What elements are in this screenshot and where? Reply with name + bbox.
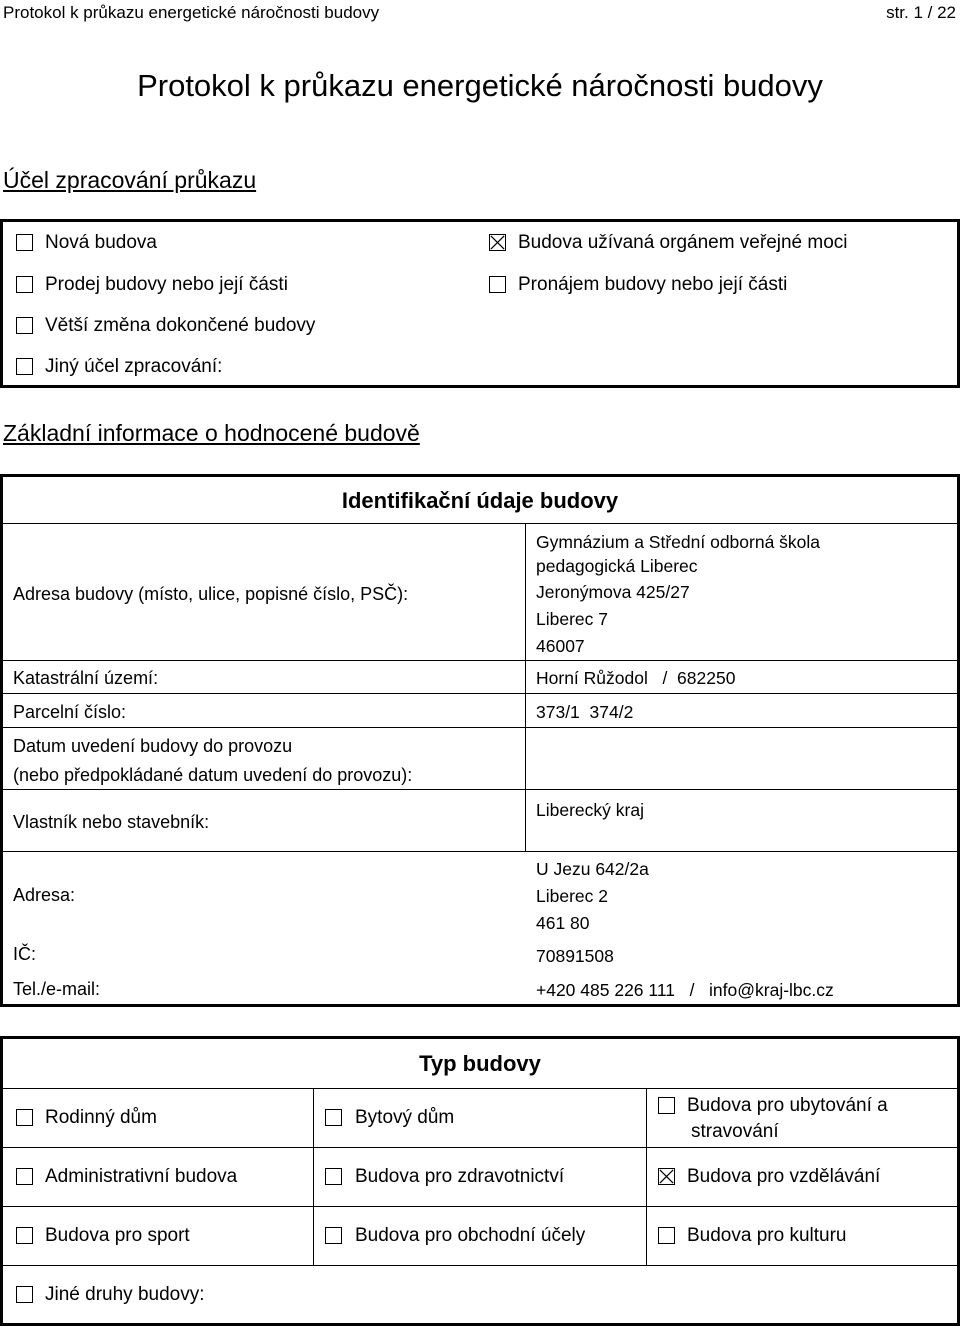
ic-label: IČ:: [13, 944, 37, 964]
label-administrative: Administrativní budova: [45, 1166, 238, 1187]
label-sport: Budova pro sport: [45, 1225, 190, 1246]
label-major-change: Větší změna dokončené budovy: [45, 315, 316, 336]
label-accommodation-1: Budova pro ubytování a: [687, 1095, 888, 1116]
table-title: Identifikační údaje budovy: [341, 488, 619, 513]
checkbox-administrative[interactable]: [16, 1168, 33, 1185]
date-label-1: Datum uvedení budovy do provozu: [13, 736, 293, 756]
label-apartment: Bytový dům: [355, 1107, 455, 1128]
address-label: Adresa budovy (místo, ulice, popisné číslo, PSČ):: [13, 584, 409, 604]
address-line-2: pedagogická Liberec: [536, 556, 698, 576]
building-type-title: Typ budovy: [419, 1051, 541, 1076]
owner-address-label: Adresa:: [13, 885, 76, 905]
checkbox-commercial[interactable]: [325, 1227, 342, 1244]
checkbox-major-change[interactable]: [16, 317, 33, 334]
page-number: str. 1 / 22: [886, 3, 956, 22]
label-other-type: Jiné druhy budovy:: [45, 1284, 205, 1305]
checkbox-accommodation[interactable]: [658, 1097, 675, 1114]
checkbox-health[interactable]: [325, 1168, 342, 1185]
owner-address-line-3: 461 80: [536, 913, 590, 933]
purpose-heading: Účel zpracování průkazu: [3, 167, 257, 193]
label-family-house: Rodinný dům: [45, 1107, 157, 1128]
checkbox-other-purpose[interactable]: [16, 358, 33, 375]
cadastral-value: Horní Růžodol / 682250: [536, 668, 736, 688]
label-other-purpose: Jiný účel zpracování:: [45, 356, 223, 377]
checkbox-lease[interactable]: [489, 276, 506, 293]
label-new-building: Nová budova: [45, 232, 157, 253]
address-line-4: Liberec 7: [536, 609, 608, 629]
checkbox-new-building[interactable]: [16, 234, 33, 251]
parcel-label: Parcelní číslo:: [13, 702, 127, 722]
address-line-5: 46007: [536, 636, 585, 656]
owner-address-line-2: Liberec 2: [536, 886, 608, 906]
check-cross-icon: [659, 1169, 674, 1184]
checkbox-sale[interactable]: [16, 276, 33, 293]
checkbox-family-house[interactable]: [16, 1109, 33, 1126]
check-cross-icon: [490, 235, 505, 250]
date-label-2: (nebo předpokládané datum uvedení do provozu):: [13, 765, 413, 785]
label-culture: Budova pro kulturu: [687, 1225, 847, 1246]
identification-table: [0, 474, 960, 1007]
basic-info-heading: Základní informace o hodnocené budově: [3, 420, 420, 446]
tel-label: Tel./e-mail:: [13, 979, 101, 999]
document-title: Protokol k průkazu energetické náročnosti budovy: [137, 68, 823, 103]
owner-address-line-1: U Jezu 642/2a: [536, 859, 649, 879]
checkbox-other-type[interactable]: [16, 1286, 33, 1303]
address-line-1: Gymnázium a Střední odborná škola: [536, 532, 821, 552]
tel-value: +420 485 226 111 / info@kraj-lbc.cz: [536, 980, 834, 1000]
checkbox-culture[interactable]: [658, 1227, 675, 1244]
page-header-title: Protokol k průkazu energetické náročnosti budovy: [3, 3, 380, 22]
parcel-value: 373/1 374/2: [536, 702, 634, 722]
cadastral-label: Katastrální území:: [13, 668, 159, 688]
building-type-box: [0, 1036, 960, 1326]
label-accommodation-2: stravování: [691, 1121, 779, 1142]
label-public-authority: Budova užívaná orgánem veřejné moci: [518, 232, 848, 253]
label-commercial: Budova pro obchodní účely: [355, 1225, 586, 1246]
ic-value: 70891508: [536, 946, 614, 966]
address-line-3: Jeronýmova 425/27: [536, 582, 690, 602]
checkbox-education[interactable]: [658, 1168, 675, 1185]
checkbox-public-authority[interactable]: [489, 234, 506, 251]
label-education: Budova pro vzdělávání: [687, 1166, 881, 1187]
label-lease: Pronájem budovy nebo její části: [518, 274, 788, 295]
label-sale: Prodej budovy nebo její části: [45, 274, 288, 295]
purpose-box: [0, 219, 960, 388]
checkbox-sport[interactable]: [16, 1227, 33, 1244]
owner-value: Liberecký kraj: [536, 800, 644, 820]
checkbox-apartment[interactable]: [325, 1109, 342, 1126]
label-health: Budova pro zdravotnictví: [355, 1166, 565, 1187]
owner-label: Vlastník nebo stavebník:: [13, 812, 210, 832]
